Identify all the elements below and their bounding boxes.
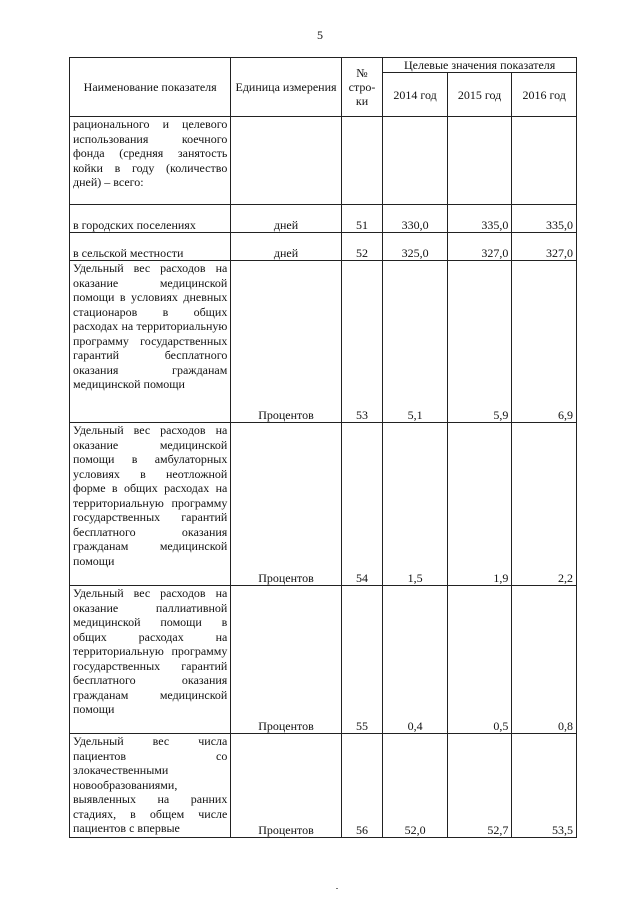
unit-cell: Процентов [231, 423, 341, 586]
indicator-name: Удельный вес расходов на оказание медицинской помощи в амбулаторных условиях в неотложной форме в общих расходах на территориальную программу государственных гарантий бесплатного оказания гражданам медицинской помощи [70, 423, 231, 586]
indicators-table [69, 57, 577, 838]
table-row [70, 233, 577, 261]
value-2014: 5,1 [383, 261, 448, 423]
value-2015: 0,5 [447, 586, 512, 734]
scan-speck [336, 888, 338, 889]
indicator-name: в городских поселениях [70, 205, 231, 233]
value-2015: 335,0 [447, 205, 512, 233]
value-2016: 0,8 [512, 586, 577, 734]
header-unit: Единица измерения [231, 58, 341, 117]
indicator-name: Удельный вес расходов на оказание паллиативной медицинской помощи в общих расходах на территориальную программу государственных гарантий бесплатного оказания гражданам медицинской помощи [70, 586, 231, 734]
page-number: 5 [317, 28, 323, 42]
header-year-2014: 2014 год [383, 73, 448, 117]
unit-cell: Процентов [231, 734, 341, 838]
unit-cell: дней [231, 233, 341, 261]
header-indicator-name: Наименование показателя [70, 58, 231, 117]
value-2014: 52,0 [383, 734, 448, 838]
unit-cell: дней [231, 205, 341, 233]
value-2014 [383, 117, 448, 205]
row-number-cell: 54 [341, 423, 383, 586]
table-row [70, 205, 577, 233]
value-2016: 2,2 [512, 423, 577, 586]
unit-cell [231, 117, 341, 205]
row-number-cell: 51 [341, 205, 383, 233]
value-2014: 0,4 [383, 586, 448, 734]
value-2016: 53,5 [512, 734, 577, 838]
value-2015: 5,9 [447, 261, 512, 423]
table-row [70, 261, 577, 423]
header-target-values: Целевые значения показателя [383, 58, 577, 73]
table-row [70, 117, 577, 205]
value-2014: 1,5 [383, 423, 448, 586]
value-2014: 330,0 [383, 205, 448, 233]
indicator-name: в сельской местности [70, 233, 231, 261]
value-2015 [447, 117, 512, 205]
row-number-cell: 53 [341, 261, 383, 423]
value-2016: 327,0 [512, 233, 577, 261]
row-number-cell: 56 [341, 734, 383, 838]
indicator-name: Удельный вес расходов на оказание медицинской помощи в условиях дневных стационаров в общих расходах на территориальную программу государственных гарантий бесплатного оказания гражданам медицинской помощи [70, 261, 231, 423]
table-row [70, 734, 577, 838]
value-2016: 335,0 [512, 205, 577, 233]
indicator-name: рационального и целевого использования коечного фонда (средняя занятость койки в году (количество дней) – всего: [70, 117, 231, 205]
unit-cell: Процентов [231, 586, 341, 734]
indicator-name: Удельный вес числа пациентов со злокачественными новообразованиями, выявленных на ранних стадиях, в общем числе пациентов с впервые [70, 734, 231, 838]
header-row-number: № стро-ки [341, 58, 383, 117]
header-year-2015: 2015 год [447, 73, 512, 117]
value-2014: 325,0 [383, 233, 448, 261]
table-row [70, 586, 577, 734]
value-2015: 1,9 [447, 423, 512, 586]
value-2015: 52,7 [447, 734, 512, 838]
value-2015: 327,0 [447, 233, 512, 261]
value-2016 [512, 117, 577, 205]
header-row-top [70, 58, 577, 73]
unit-cell: Процентов [231, 261, 341, 423]
row-number-cell [341, 117, 383, 205]
value-2016: 6,9 [512, 261, 577, 423]
row-number-cell: 55 [341, 586, 383, 734]
header-year-2016: 2016 год [512, 73, 577, 117]
row-number-cell: 52 [341, 233, 383, 261]
table-row [70, 423, 577, 586]
